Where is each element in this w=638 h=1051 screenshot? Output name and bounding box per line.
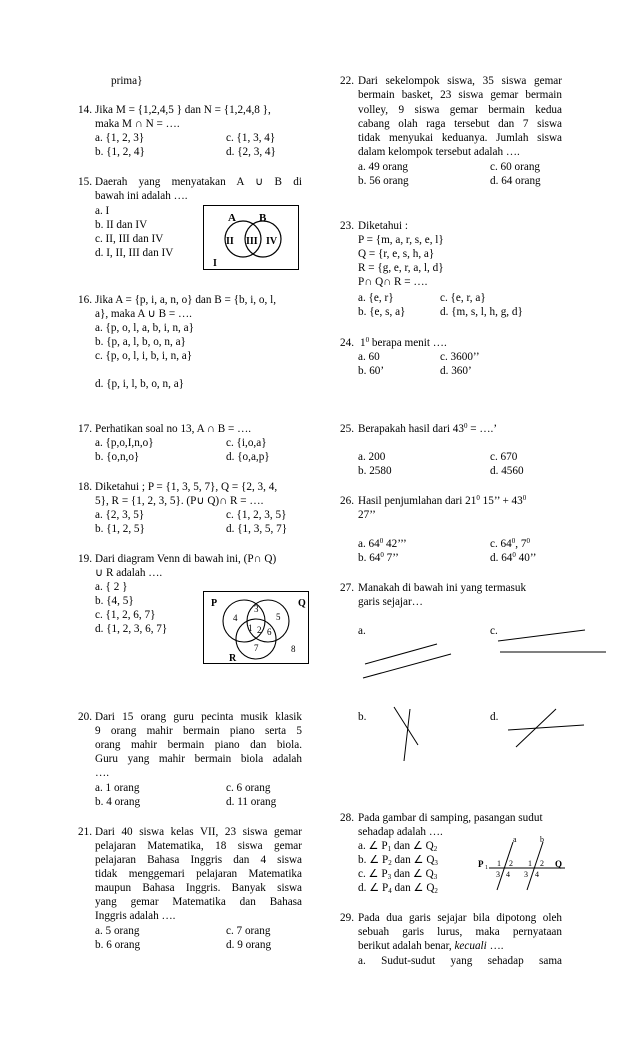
- option-a[interactable]: a. $64^0$ 42’’’: [358, 537, 407, 550]
- option-b[interactable]: b. II dan IV: [95, 219, 148, 231]
- question-text: Guru yang mahir bermain biola adalah: [95, 753, 302, 765]
- angle-q-3: 3: [524, 870, 528, 879]
- option-d[interactable]: d. 360’: [440, 365, 472, 377]
- label-p: P: [211, 598, 218, 609]
- question-text: sehadap adalah ….: [358, 826, 443, 838]
- question-text: Pada gambar di samping, pasangan sudut: [358, 812, 543, 824]
- angle-p-1: 1: [497, 859, 501, 868]
- question-number: 18.: [78, 481, 92, 493]
- label-p-sub: 1: [485, 865, 488, 871]
- question-text: P = {m, a, r, s, e, l}: [358, 234, 444, 246]
- option-a[interactable]: a. 5 orang: [95, 925, 140, 937]
- q13-continuation: prima}: [111, 75, 143, 87]
- question-number: 23.: [340, 220, 354, 232]
- option-c[interactable]: c. {1, 3, 4}: [226, 132, 276, 144]
- angle-q-4: 4: [535, 870, 539, 879]
- question-text: tidak menyukai keduanya. Jumlah siswa: [358, 132, 562, 144]
- region-iii: III: [246, 236, 258, 247]
- option-d[interactable]: d. {m, s, l, h, g, d}: [440, 306, 523, 318]
- question-number: 24.: [340, 337, 354, 349]
- question-text: Diketahui :: [358, 220, 409, 232]
- question-text: bawah ini adalah ….: [95, 190, 188, 202]
- option-d[interactable]: d. $64^0$ 40’’: [490, 551, 537, 564]
- question-text: Inggris adalah ….: [95, 910, 176, 922]
- angle-q-1: 1: [528, 859, 532, 868]
- option-a[interactable]: a. 1 orang: [95, 782, 140, 794]
- option-b[interactable]: b. {o,n,o}: [95, 451, 140, 463]
- question-number: 22.: [340, 75, 354, 87]
- question-text: R = {g, e, r, a, l, d}: [358, 262, 444, 274]
- label-q: Q: [298, 598, 306, 609]
- question-text: volley, 9 siswa gemar bermain kedua: [358, 104, 562, 116]
- label-a: a: [513, 835, 517, 844]
- question-text: tidak menggemari pelajaran Matematika: [95, 868, 302, 880]
- option-d[interactable]: d. {1, 3, 5, 7}: [226, 523, 288, 535]
- option-d[interactable]: d. 64 orang: [490, 175, 541, 187]
- question-number: 14.: [78, 104, 92, 116]
- region-i: I: [213, 258, 217, 269]
- set-p-circle: [223, 600, 265, 642]
- question-text: Daerah yang menyatakan A ∪ B di: [95, 176, 302, 188]
- question-text: dalam kelompok tersebut adalah ….: [358, 146, 520, 158]
- question-number: 29.: [340, 912, 354, 924]
- question-number: 15.: [78, 176, 92, 188]
- option-b[interactable]: b. 2580: [358, 465, 392, 477]
- option-b[interactable]: b. {4, 5}: [95, 595, 134, 607]
- option-a[interactable]: a. Sudut-sudut yang sehadap sama: [358, 955, 562, 967]
- question-number: 27.: [340, 582, 354, 594]
- option-c[interactable]: c. 60 orang: [490, 161, 541, 173]
- option-d[interactable]: d. 4560: [490, 465, 524, 477]
- set-r-circle: [236, 619, 276, 659]
- question-text: Pada dua garis sejajar bila dipotong oleh: [358, 912, 562, 924]
- label-q: Q: [555, 859, 563, 869]
- option-a[interactable]: a. { 2 }: [95, 581, 128, 593]
- option-a[interactable]: a. ∠ $P_1$ dan ∠ $Q_2$: [358, 840, 438, 853]
- figure-option-a-lines: [355, 638, 455, 683]
- question-text: sebuah garis lurus, maka pernyataan: [358, 926, 562, 938]
- venn-diagram-pqr: [203, 591, 309, 664]
- label-b: B: [259, 212, 267, 224]
- option-a[interactable]: a. {p, o, l, a, b, i, n, a}: [95, 322, 194, 334]
- question-number: 26.: [340, 495, 354, 507]
- label-p: P: [478, 859, 484, 869]
- option-b[interactable]: b. {p, a, l, b, o, n, a}: [95, 336, 186, 348]
- option-b[interactable]: b. $64^0$ 7’’: [358, 551, 399, 564]
- question-text: cabang olah raga tersebut dan 7 siswa: [358, 118, 562, 130]
- line: [363, 654, 451, 678]
- option-d[interactable]: d. I, II, III dan IV: [95, 247, 174, 259]
- region-2: 2: [257, 625, 262, 635]
- option-d[interactable]: d. {2, 3, 4}: [226, 146, 276, 158]
- question-text: a}, maka A ∪ B = ….: [95, 308, 192, 320]
- option-c[interactable]: c. 670: [490, 451, 518, 463]
- line: [516, 709, 556, 747]
- question-number: 25.: [340, 423, 354, 435]
- option-c[interactable]: c. 6 orang: [226, 782, 271, 794]
- option-c[interactable]: c. {e, r, a}: [440, 292, 486, 304]
- region-6: 6: [267, 627, 272, 637]
- figure-option-d-lines: [500, 705, 590, 755]
- question-text: maupun Bahasa Inggris. Banyak siswa: [95, 882, 302, 894]
- option-b[interactable]: b. 60’: [358, 365, 385, 377]
- question-number: 20.: [78, 711, 92, 723]
- option-a[interactable]: a. {e, r}: [358, 292, 394, 304]
- question-text: Jika A = {p, i, a, n, o} dan B = {b, i, o, l,: [95, 294, 276, 306]
- line: [498, 630, 585, 641]
- option-b[interactable]: b. {1, 2, 5}: [95, 523, 145, 535]
- question-text: Perhatikan soal no 13, A ∩ B = ….: [95, 423, 252, 435]
- option-c[interactable]: c. {p, o, l, i, b, i, n, a}: [95, 350, 193, 362]
- question-text: garis sejajar…: [358, 596, 423, 608]
- question-text: Dari 40 siswa kelas VII, 23 siswa gemar: [95, 826, 302, 838]
- figure-option-b-lines: [380, 705, 440, 765]
- option-d[interactable]: d. {p, i, l, b, o, n, a}: [95, 378, 185, 390]
- option-d[interactable]: d. 9 orang: [226, 939, 272, 951]
- question-number: 28.: [340, 812, 354, 824]
- option-c[interactable]: c. {1, 2, 3, 5}: [226, 509, 287, 521]
- region-1: 1: [248, 623, 253, 633]
- option-c[interactable]: c. $64^0$, $7^0$: [490, 537, 530, 550]
- option-d[interactable]: d. {o,a,p}: [226, 451, 270, 463]
- option-b[interactable]: b. 4 orang: [95, 796, 141, 808]
- option-c[interactable]: c. {1, 2, 6, 7}: [95, 609, 156, 621]
- question-text: Q = {r, e, s, h, a}: [358, 248, 435, 260]
- region-4: 4: [233, 613, 238, 623]
- option-c[interactable]: c. 3600’’: [440, 351, 480, 363]
- question-text: Manakah di bawah ini yang termasuk: [358, 582, 527, 594]
- question-number: 17.: [78, 423, 92, 435]
- option-d[interactable]: d. ∠ $P_4$ dan ∠ $Q_2$: [358, 882, 438, 895]
- option-a[interactable]: a. 200: [358, 451, 386, 463]
- region-3: 3: [254, 604, 259, 614]
- option-c[interactable]: c. II, III dan IV: [95, 233, 164, 245]
- option-b[interactable]: b. 6 orang: [95, 939, 141, 951]
- question-text: Berapakah hasil dari $43^0$ = ….’: [358, 422, 498, 435]
- option-c[interactable]: c. {i,o,a}: [226, 437, 267, 449]
- option-d[interactable]: d. {1, 2, 3, 6, 7}: [95, 623, 168, 635]
- option-d[interactable]: d. 11 orang: [226, 796, 277, 808]
- question-text: orang mahir bermain piano dan biola.: [95, 739, 302, 751]
- question-number: 16.: [78, 294, 92, 306]
- region-8: 8: [291, 644, 296, 654]
- question-text: P∩ Q∩ R = ….: [358, 276, 428, 288]
- line: [394, 707, 418, 745]
- option-a[interactable]: a. 49 orang: [358, 161, 409, 173]
- option-a[interactable]: a. {2, 3, 5}: [95, 509, 145, 521]
- question-text: Jika M = {1,2,4,5 } dan N = {1,2,4,8 },: [95, 104, 271, 116]
- angle-p-4: 4: [506, 870, 510, 879]
- option-a[interactable]: a.: [358, 625, 366, 637]
- option-b[interactable]: b.: [358, 711, 367, 723]
- question-text: pelajaran Matematika, 18 siswa gemar: [95, 840, 302, 852]
- question-text: Diketahui ; P = {1, 3, 5, 7}, Q = {2, 3, 4,: [95, 481, 278, 493]
- option-c[interactable]: c.: [490, 625, 498, 637]
- option-c[interactable]: c. ∠ $P_3$ dan ∠ $Q_3$: [358, 868, 438, 881]
- option-a[interactable]: a. {1, 2, 3}: [95, 132, 145, 144]
- option-a[interactable]: a. 60: [358, 351, 380, 363]
- question-text: $1^0$ berapa menit ….: [360, 336, 447, 349]
- option-d[interactable]: d.: [490, 711, 499, 723]
- question-number: 19.: [78, 553, 92, 565]
- question-text: Dari sekelompok siswa, 35 siswa gemar: [358, 75, 562, 87]
- figure-parallel-transversal: [475, 834, 570, 892]
- angle-p-2: 2: [509, 859, 513, 868]
- question-text: pelajaran Bahasa Inggris dan 4 siswa: [95, 854, 302, 866]
- line: [508, 725, 584, 730]
- region-iv: IV: [266, 236, 278, 247]
- label-a: A: [228, 212, 236, 224]
- figure-option-c-lines: [490, 628, 615, 658]
- angle-q-2: 2: [540, 859, 544, 868]
- option-b[interactable]: b. {1, 2, 4}: [95, 146, 145, 158]
- region-ii: II: [226, 236, 234, 247]
- question-text: berikut adalah benar, kecuali ….: [358, 940, 504, 952]
- option-a[interactable]: a. {p,o,I,n,o}: [95, 437, 154, 449]
- option-b[interactable]: b. ∠ $P_2$ dan ∠ $Q_3$: [358, 854, 438, 867]
- question-text: yang gemar Matematika dan Bahasa: [95, 896, 302, 908]
- option-b[interactable]: b. 56 orang: [358, 175, 409, 187]
- question-number: 21.: [78, 826, 92, 838]
- label-r: R: [229, 653, 237, 664]
- option-c[interactable]: c. 7 orang: [226, 925, 271, 937]
- label-b: b: [540, 835, 544, 844]
- region-7: 7: [254, 643, 259, 653]
- question-text: bermain basket, 23 siswa gemar bermain: [358, 89, 562, 101]
- region-5: 5: [276, 612, 281, 622]
- angle-p-3: 3: [496, 870, 500, 879]
- question-text: ∪ R adalah ….: [95, 567, 163, 579]
- option-b[interactable]: b. {e, s, a}: [358, 306, 406, 318]
- question-text: Hasil penjumlahan dari $21^0$ 15’’ + $43^0$: [358, 494, 527, 507]
- question-text: Dari diagram Venn di bawah ini, (P∩ Q): [95, 553, 277, 565]
- question-text: 5}, R = {1, 2, 3, 5}. (P∪ Q)∩ R = ….: [95, 495, 264, 507]
- option-a[interactable]: a. I: [95, 205, 110, 217]
- question-text: 27’’: [358, 509, 376, 521]
- venn-diagram-ab: [203, 205, 299, 270]
- question-text: ….: [95, 767, 109, 779]
- question-text: 9 orang mahir bermain piano serta 5: [95, 725, 302, 737]
- line: [404, 709, 410, 761]
- question-text: maka M ∩ N = ….: [95, 118, 180, 130]
- question-text: Dari 15 orang guru pecinta musik klasik: [95, 711, 302, 723]
